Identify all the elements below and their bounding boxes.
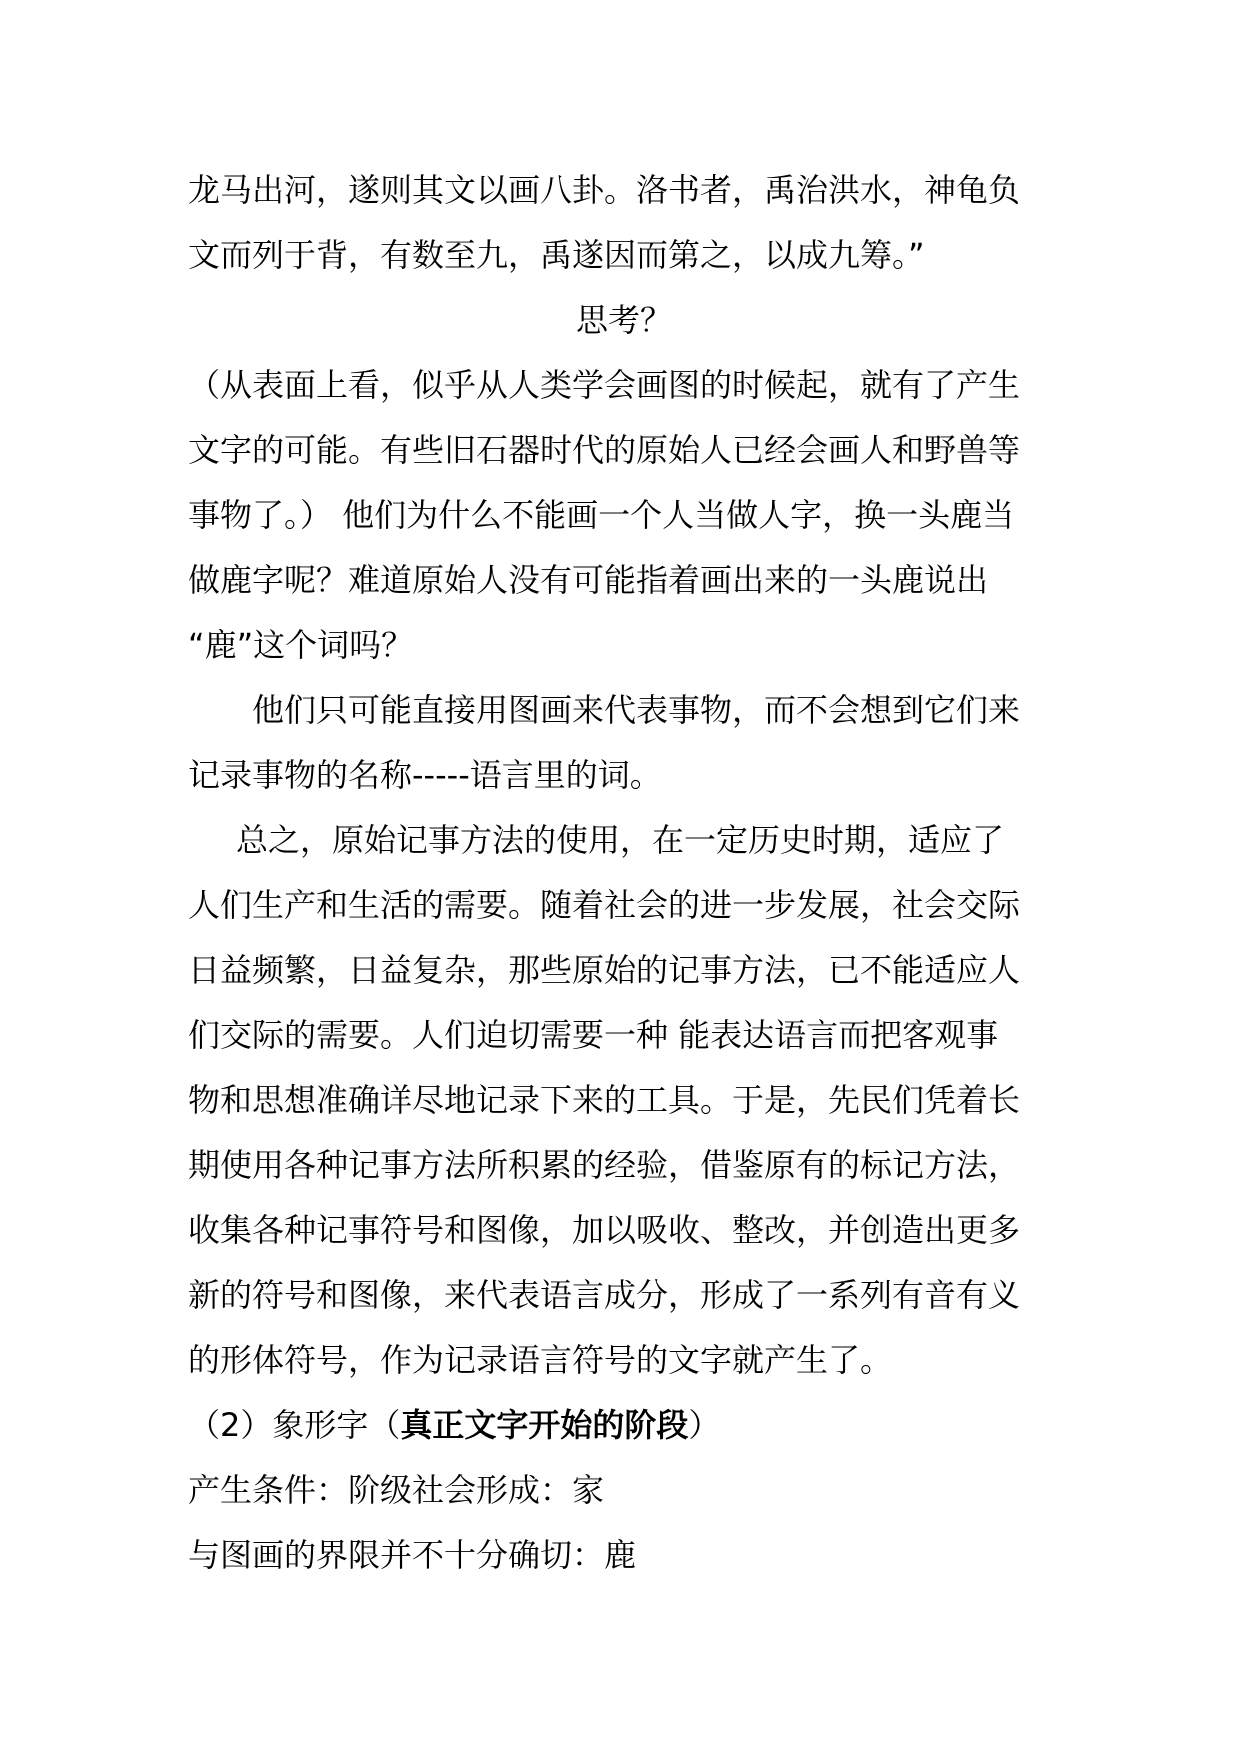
paragraph-line: 的形体符号，作为记录语言符号的文字就产生了。 [188,1341,893,1379]
document-page [188,158,1060,1588]
paragraph-line: 总之，原始记事方法的使用，在一定历史时期，适应了 [236,821,1005,859]
paragraph-line: 们交际的需要。人们迫切需要一种 能表达语言而把客观事 [188,1016,999,1054]
paragraph-line: （从表面上看，似乎从人类学会画图的时候起，就有了产生 [188,366,1021,404]
paragraph-line: 做鹿字呢？难道原始人没有可能指着画出来的一头鹿说出 [188,561,989,599]
boundary-line: 与图画的界限并不十分确切：鹿 [188,1536,637,1574]
paragraph-line: 期使用各种记事方法所积累的经验，借鉴原有的标记方法， [188,1146,1021,1184]
condition-line: 产生条件：阶级社会形成：家 [188,1471,605,1509]
paragraph-line: 事物了。） 他们为什么不能画一个人当做人字，换一头鹿当 [188,496,1015,534]
paragraph-line: 收集各种记事符号和图像，加以吸收、整改，并创造出更多 [188,1211,1021,1249]
paragraph-line: “鹿”这个词吗？ [188,626,414,664]
paragraph-line: 日益频繁，日益复杂，那些原始的记事方法，已不能适应人 [188,951,1021,989]
paragraph-line: 物和思想准确详尽地记录下来的工具。于是，先民们凭着长 [188,1081,1021,1119]
paragraph-line: 新的符号和图像，来代表语言成分，形成了一系列有音有义 [188,1276,1021,1314]
paragraph-line: 龙马出河，遂则其文以画八卦。洛书者，禹治洪水，神龟负 [188,171,1021,209]
section-heading-think: 思考？ [575,301,672,339]
paragraph-line: 记录事物的名称-----语言里的词。 [188,756,662,794]
section-2-bold: 真正文字开始的阶段 [400,1406,689,1444]
paragraph-line: 他们只可能直接用图画来代表事物，而不会想到它们来 [252,691,1021,729]
paragraph-line: 人们生产和生活的需要。随着社会的进一步发展，社会交际 [188,886,1021,924]
paragraph-line: 文而列于背，有数至九，禹遂因而第之，以成九筹。” [188,236,925,274]
paragraph-line: 文字的可能。有些旧石器时代的原始人已经会画人和野兽等 [188,431,1021,469]
section-2-suffix: ） [688,1406,721,1444]
section-2-heading [188,1393,1060,1458]
section-2-prefix: （2）象形字（ [188,1406,401,1444]
